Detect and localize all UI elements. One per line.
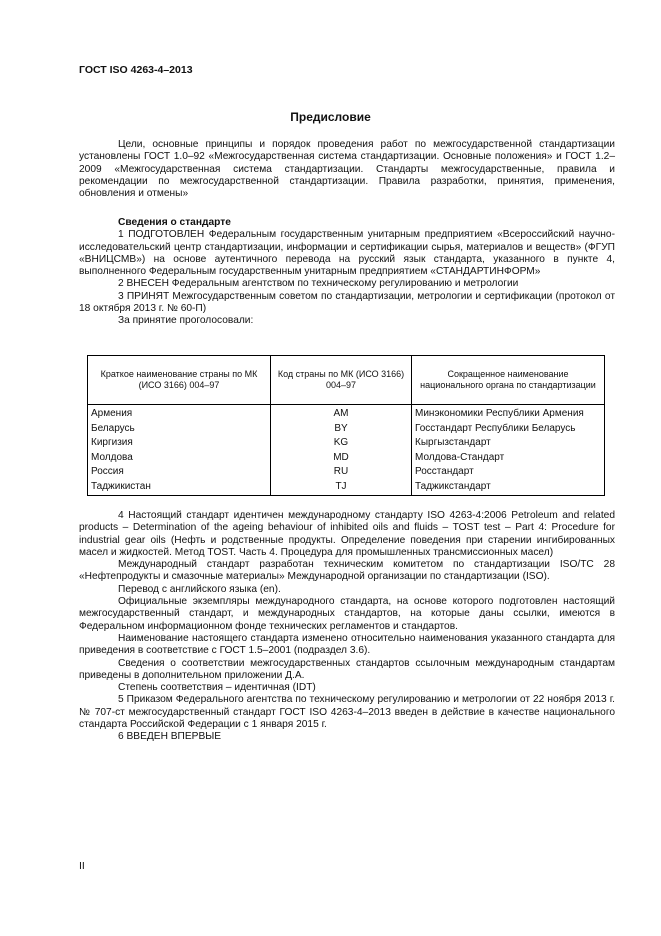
item-5: 5 Приказом Федерального агентства по техническому регулированию и метрологии от 22 ноября 2013 г. № 707-ст межгосударственный стандарт ГОСТ ISO 4263-4–2013 введен в действие в качестве национального стандарта Российской Федерации с 1 января 2015 г. (79, 694, 615, 731)
section-title: Предисловие (290, 110, 371, 124)
table-header-row (88, 356, 605, 405)
standard-info-block (79, 217, 615, 328)
country-cell: Киргизия (88, 436, 271, 451)
country-cell: Молдова (88, 451, 271, 466)
body-cell: Минэкономики Республики Армения (412, 405, 605, 422)
code-cell: BY (271, 422, 412, 437)
table-row (88, 436, 605, 451)
official-paragraph: Официальные экземпляры международного стандарта, на основе которого подготовлен настоящий межгосударственный стандарт, и международных стандартов, на которые даны ссылки, имеются в Федеральном информационном фонде технических регламентов и стандартов. (79, 596, 615, 632)
item-4: 4 Настоящий стандарт идентичен международному стандарту ISO 4263-4:2006 Petroleum and related products – Determination of the ageing behaviour of inhibited oils and fluids – TOST test – Part 4: Procedure for industrial gear oils (Нефть и родственные продукты. Определение поведения при старении ингибированных масел и жидкостей. Метод TOST. Часть 4. Процедура для промышленных трансмиссионных масел) (79, 510, 615, 558)
table-row (88, 465, 605, 480)
document-header: ГОСТ ISO 4263-4–2013 (79, 64, 193, 76)
lower-block (79, 510, 615, 744)
body-cell: Росстандарт (412, 465, 605, 480)
code-cell: KG (271, 436, 412, 451)
table-row (88, 480, 605, 495)
developed-paragraph: Международный стандарт разработан техническим комитетом по стандартизации ISO/TC 28 «Нефтепродукты и смазочные материалы» Международной организации по стандартизации (ISO). (79, 559, 615, 583)
header-country: Краткое наименование страны по МК (ИСО 3166) 004–97 (88, 356, 271, 405)
translation-paragraph: Перевод с английского языка (en). (118, 583, 281, 595)
item-6: 6 ВВЕДЕН ВПЕРВЫЕ (118, 731, 222, 743)
table-row (88, 405, 605, 422)
name-paragraph: Наименование настоящего стандарта изменено относительно наименования указанного стандарта для приведения в соответствие с ГОСТ 1.5–2001 (подраздел 3.6). (79, 632, 615, 657)
country-cell: Армения (88, 405, 271, 422)
page-number: II (79, 860, 85, 872)
body-cell: Таджикстандарт (412, 480, 605, 495)
item-3: 3 ПРИНЯТ Межгосударственным советом по стандартизации, метрологии и сертификации (протокол от 18 октября 2013 г. № 60-П) (79, 290, 615, 315)
intro-block (79, 139, 615, 200)
body-cell: Госстандарт Республики Беларусь (412, 422, 605, 437)
code-cell: RU (271, 465, 412, 480)
info-heading: Сведения о стандарте (118, 217, 231, 228)
voted-label: За принятие проголосовали: (118, 315, 254, 327)
country-cell: Таджикистан (88, 480, 271, 495)
table-row (88, 451, 605, 466)
degree-paragraph: Степень соответствия – идентичная (IDT) (118, 682, 316, 694)
country-cell: Беларусь (88, 422, 271, 437)
header-body: Сокращенное наименование национального органа по стандартизации (412, 356, 605, 405)
header-code: Код страны по МК (ИСО 3166) 004–97 (271, 356, 412, 405)
country-cell: Россия (88, 465, 271, 480)
code-cell: MD (271, 451, 412, 466)
code-cell: TJ (271, 480, 412, 495)
body-cell: Кыргызстандарт (412, 436, 605, 451)
table-row (88, 422, 605, 437)
voting-table (87, 355, 605, 496)
code-cell: AM (271, 405, 412, 422)
intro-paragraph: Цели, основные принципы и порядок проведения работ по межгосударственной стандартизации установлены ГОСТ 1.0–92 «Межгосударственная система стандартизации. Основные положения» и ГОСТ 1.2–2009 «Межгосударственная система стандартизации. Стандарты межгосударственные, правила и рекомендации по межгосударственной стандартизации. Правила разработки, принятия, применения, обновления и отмены» (79, 139, 615, 200)
conformity-paragraph: Сведения о соответствии межгосударственных стандартов ссылочным международным стандартам приведены в дополнительном приложении Д.А. (79, 657, 615, 681)
item-2: 2 ВНЕСЕН Федеральным агентством по техническому регулированию и метрологии (118, 278, 519, 290)
body-cell: Молдова-Стандарт (412, 451, 605, 466)
item-1: 1 ПОДГОТОВЛЕН Федеральным государственным унитарным предприятием «Всероссийский научно-исследовательский центр стандартизации, информации и сертификации сырья, материалов и веществ» (ФГУП «ВНИЦСМВ») на основе аутентичного перевода на русский язык стандарта, указанного в пункте 4, выполненного Федеральным государственным унитарным предприятием «СТАНДАРТИНФОРМ» (79, 229, 615, 278)
